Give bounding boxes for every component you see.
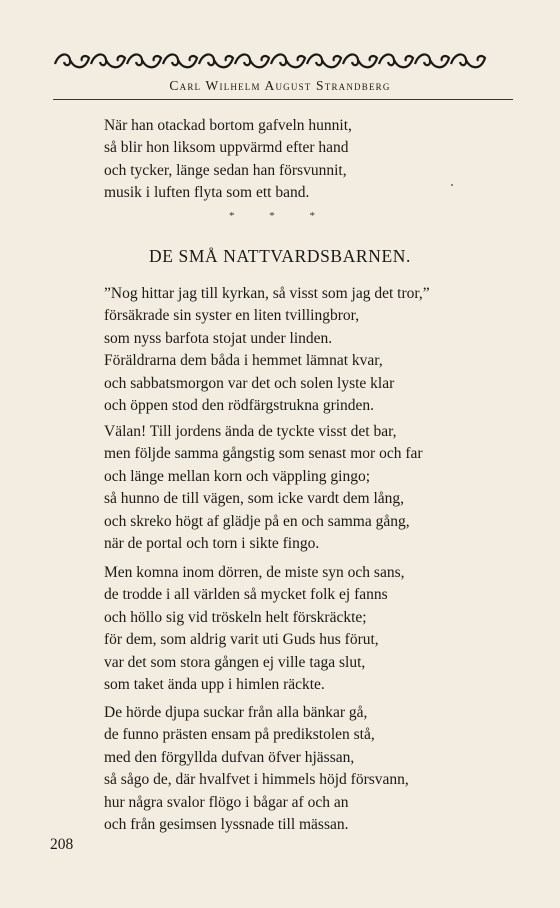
ornament-scroll bbox=[235, 54, 269, 67]
verse-line: och sabbatsmorgon var det och solen lyste klar bbox=[104, 374, 395, 392]
ornament-scroll bbox=[91, 54, 125, 67]
ornament-scroll bbox=[199, 54, 233, 67]
page-speck bbox=[451, 184, 453, 186]
poem-stanza-4 bbox=[104, 702, 409, 836]
verse-line: och höllo sig vid tröskeln helt förskräckte; bbox=[104, 608, 367, 626]
verse-line: och tycker, länge sedan han försvunnit, bbox=[104, 161, 347, 179]
verse-line: Föräldrarna dem båda i hemmet lämnat kvar, bbox=[104, 352, 383, 370]
ornament-scroll bbox=[127, 54, 161, 67]
poem-stanza-3 bbox=[104, 562, 404, 696]
verse-line: försäkrade sin syster en liten tvillingbror, bbox=[104, 307, 360, 325]
section-separator: * * * bbox=[229, 210, 331, 222]
verse-line: men följde samma gångstig som senast mor och far bbox=[104, 445, 423, 463]
intro-stanza bbox=[104, 115, 352, 205]
verse-line: När han otackad bortom gafveln hunnit, bbox=[104, 117, 352, 134]
ornament-scroll bbox=[55, 54, 89, 67]
verse-line: så hunno de till vägen, som icke vardt dem lång, bbox=[104, 490, 405, 508]
verse-line: De hörde djupa suckar från alla bänkar gå, bbox=[104, 704, 368, 721]
verse-line: som nyss barfota stojat under linden. bbox=[104, 329, 333, 347]
verse-line: för dem, som aldrig varit uti Guds hus förut, bbox=[104, 631, 379, 649]
verse-line: och skreko högt af glädje på en och samma gång, bbox=[104, 512, 410, 530]
poem-title: DE SMÅ NATTVARDSBARNEN. bbox=[149, 246, 411, 266]
verse-line: och länge mellan korn och väppling gingo; bbox=[104, 467, 371, 485]
verse-line: och öppen stod den rödfärgstrukna grinden. bbox=[104, 397, 375, 415]
ornament-scroll bbox=[343, 54, 377, 67]
verse-line: Men komna inom dörren, de miste syn och sans, bbox=[104, 564, 405, 581]
ornament-scroll bbox=[163, 54, 197, 67]
ornament-scroll bbox=[307, 54, 341, 67]
verse-line: de funno prästen ensam på predikstolen stå, bbox=[104, 726, 375, 744]
ornament-scroll bbox=[379, 54, 413, 67]
page-number: 208 bbox=[50, 836, 74, 853]
ornament-scroll bbox=[271, 54, 305, 67]
verse-line: Välan! Till jordens ända de tyckte visst det bar, bbox=[104, 423, 397, 440]
verse-line: så blir hon liksom uppvärmd efter hand bbox=[104, 139, 349, 157]
running-header-author: Carl Wilhelm August Strandberg bbox=[169, 78, 391, 93]
verse-line: så sågo de, där hvalfvet i himmels höjd försvann, bbox=[104, 771, 409, 789]
header-rule bbox=[53, 99, 513, 100]
verse-line: som taket ända upp i himlen räckte. bbox=[104, 676, 325, 694]
verse-line: de trodde i all världen så mycket folk ej fanns bbox=[104, 586, 388, 604]
ornament-scroll bbox=[451, 54, 485, 67]
verse-line: ”Nog hittar jag till kyrkan, så visst som jag det tror,” bbox=[104, 285, 430, 302]
verse-line: var det som stora gången ej ville taga slut, bbox=[104, 653, 366, 671]
ornamental-border bbox=[53, 50, 511, 72]
verse-line: musik i luften flyta som ett band. bbox=[104, 184, 310, 202]
poem-stanza-1 bbox=[104, 283, 430, 417]
verse-line: när de portal och torn i sikte fingo. bbox=[104, 535, 320, 553]
ornament-scroll bbox=[415, 54, 449, 67]
verse-line: och från gesimsen lyssnade till mässan. bbox=[104, 816, 349, 834]
verse-line: med den förgyllda dufvan öfver hjässan, bbox=[104, 748, 355, 766]
poem-stanza-2 bbox=[104, 421, 423, 555]
verse-line: hur några svalor flögo i bågar af och an bbox=[104, 793, 349, 811]
